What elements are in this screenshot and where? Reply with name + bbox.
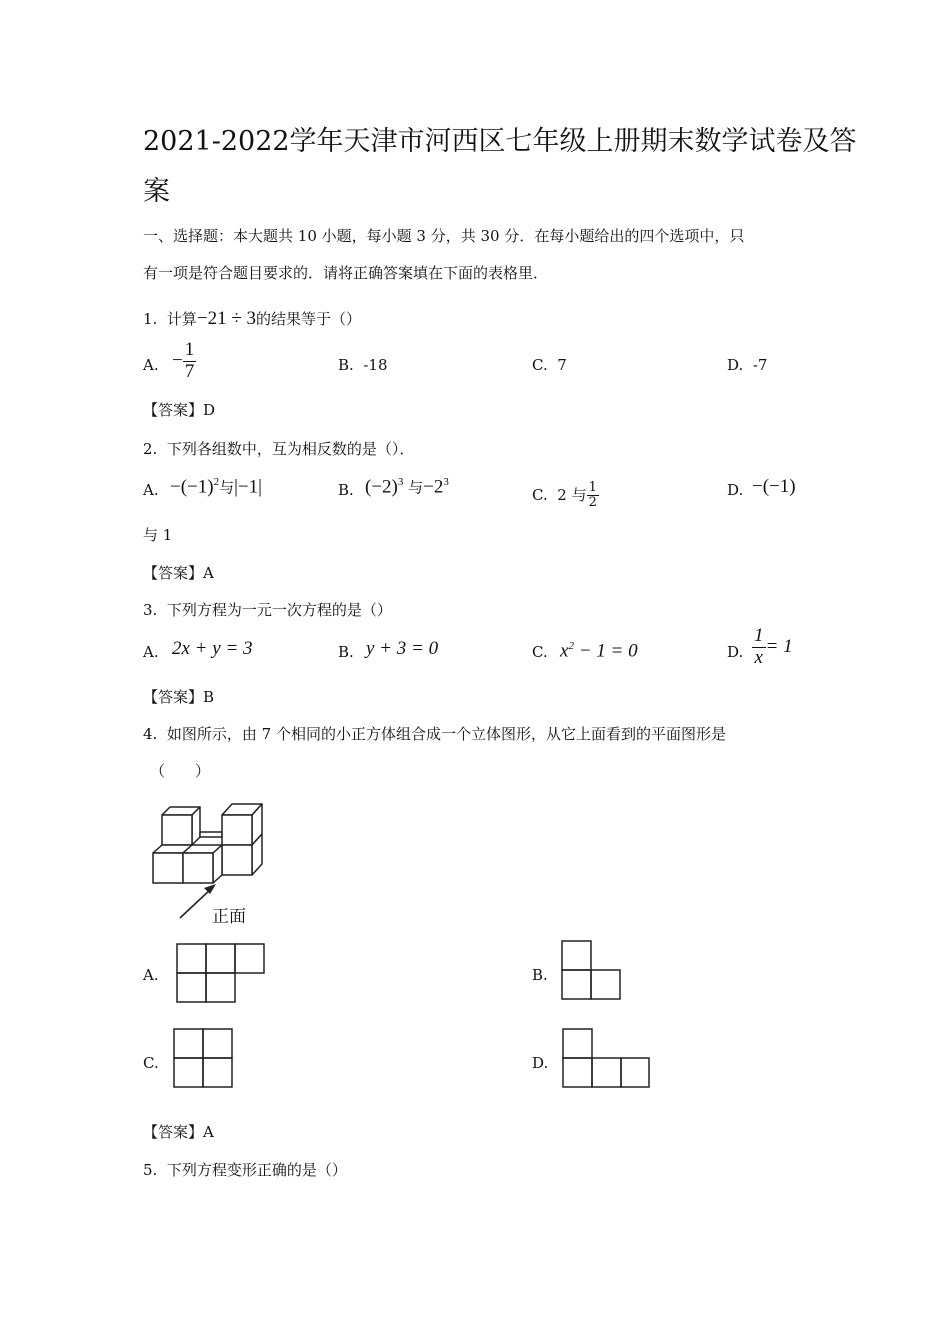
q2-option-d-cont: 与 1: [143, 526, 173, 544]
q1-option-c: C. 7: [532, 356, 567, 374]
q5-stem: 5. 下列方程变形正确的是（）: [143, 1161, 347, 1179]
page-title: 2021-2022学年天津市河西区七年级上册期末数学试卷及答: [143, 126, 857, 157]
q4-front-label: 正面: [212, 907, 246, 927]
q2-option-b-label: B.: [338, 481, 354, 499]
q2-answer: 【答案】A: [143, 564, 214, 582]
q3-option-c-label: C.: [532, 643, 548, 661]
q4-stem: 4. 如图所示，由 7 个相同的小正方体组合成一个立体图形，从它上面看到的平面图形是: [143, 725, 726, 743]
q1-answer: 【答案】D: [143, 401, 216, 419]
section-intro-line1: 一、选择题：本大题共 10 小题，每小题 3 分，共 30 分．在每小题给出的四个选项中，只: [143, 227, 745, 245]
page-title-cont: 案: [143, 176, 170, 207]
q1-option-a: − $\frac{1}{7}$: [172, 339, 195, 382]
q1-option-a-label: A.: [143, 356, 159, 374]
q4-answer: 【答案】A: [143, 1123, 214, 1141]
q3-option-a-label: A.: [143, 643, 159, 661]
q1-option-d: D. -7: [727, 356, 768, 374]
q4-option-d-label: D.: [532, 1054, 549, 1072]
q4-option-b-label: B.: [532, 966, 548, 984]
q3-option-a: 2x + y = 3: [172, 638, 253, 659]
q4-option-a-label: A.: [143, 966, 159, 984]
q2-option-c: C. 2 与 $\frac{1}{2}$: [532, 480, 597, 511]
q3-option-c: $x^2 - 1 = 0$: [560, 640, 638, 662]
q2-option-a-label: A.: [143, 481, 159, 499]
q2-stem: 2. 下列各组数中，互为相反数的是（）．: [143, 440, 415, 458]
q3-stem: 3. 下列方程为一元一次方程的是（）: [143, 601, 392, 619]
q2-option-d-label: D.: [727, 481, 744, 499]
section-intro-line2: 有一项是符合题目要求的．请将正确答案填在下面的表格里．: [143, 264, 549, 282]
q2-option-b: $(-2)^3$ 与$-2^3$: [365, 476, 449, 498]
q4-paren: （ ）: [150, 762, 211, 780]
q3-option-b: y + 3 = 0: [366, 638, 439, 659]
q3-option-d-label: D.: [727, 643, 744, 661]
q1-stem: 1. 计算−21 ÷ 3的结果等于（）: [143, 308, 362, 329]
q1-option-b: B. -18: [338, 356, 388, 374]
q4-option-c-label: C.: [143, 1054, 159, 1072]
q3-answer: 【答案】B: [143, 688, 215, 706]
q1-expression: −21 ÷ 3: [196, 308, 257, 329]
q2-option-a: $-(-1)^2$与|−1|: [170, 476, 262, 498]
q3-option-d: $\frac{1}{x}$ = 1: [754, 625, 793, 668]
q3-option-b-label: B.: [338, 643, 354, 661]
q2-option-d: −(−1): [752, 476, 796, 497]
